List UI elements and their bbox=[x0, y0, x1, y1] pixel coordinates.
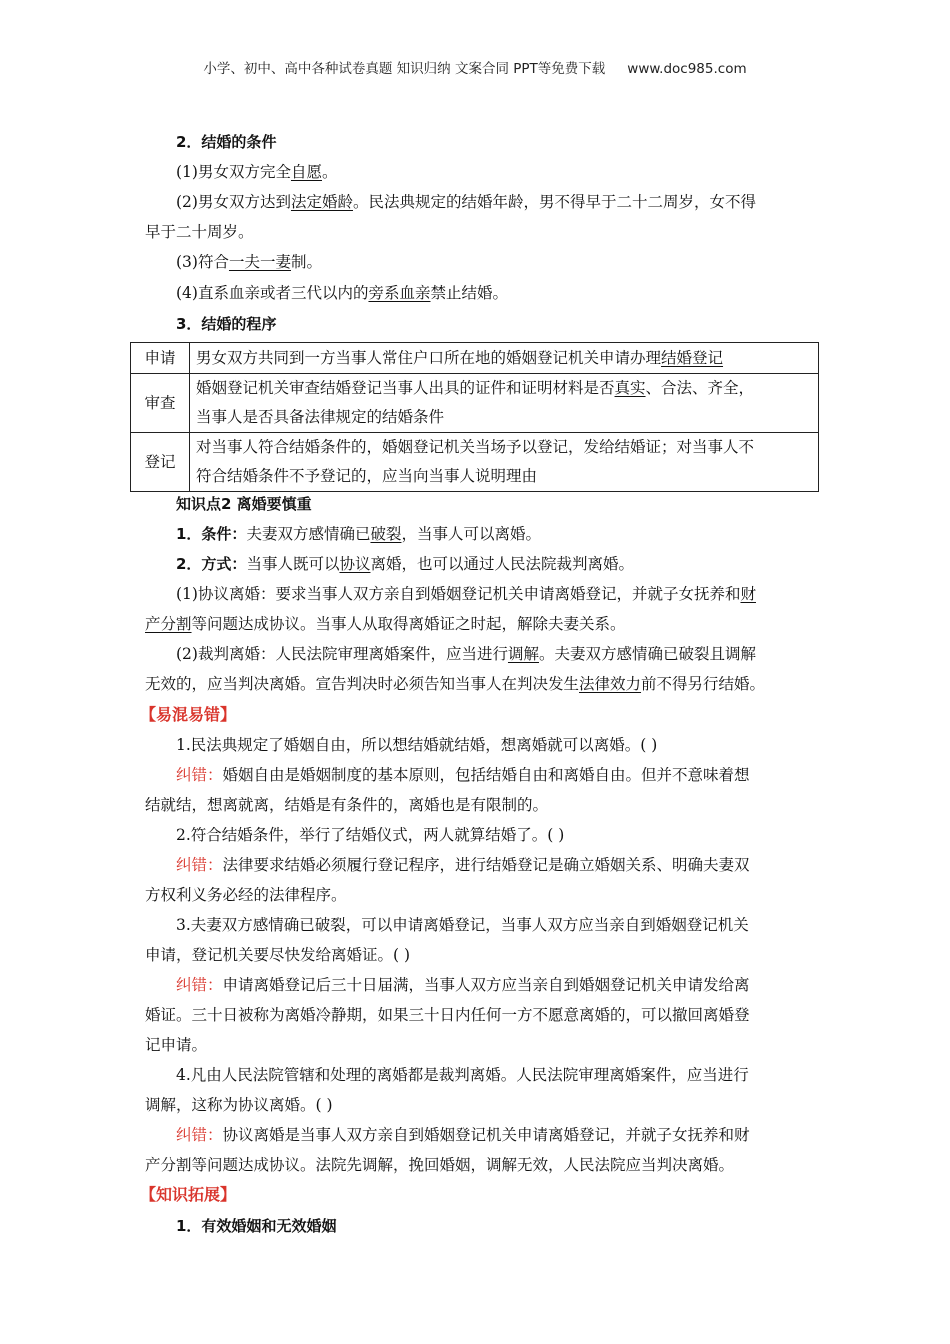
answer-3: 纠错：申请离婚登记后三十日届满，当事人双方应当亲自到婚姻登记机关申请发给离 bbox=[176, 976, 750, 994]
kp2-title: 知识点2 离婚要慎重 bbox=[176, 495, 312, 513]
question-4-cont: 调解，这称为协议离婚。( ) bbox=[145, 1096, 333, 1114]
answer-4: 纠错：协议离婚是当事人双方亲自到婚姻登记机关申请离婚登记，并就子女抚养和财 bbox=[176, 1126, 750, 1144]
section-title-marriage-procedure: 3．结婚的程序 bbox=[176, 315, 277, 333]
condition-2-cont: 早于二十周岁。 bbox=[145, 223, 254, 241]
answer-2: 纠错：法律要求结婚必须履行登记程序，进行结婚登记是确立婚姻关系、明确夫妻双 bbox=[176, 856, 750, 874]
question-3: 3.夫妻双方感情确已破裂，可以申请离婚登记，当事人双方应当亲自到婚姻登记机关 bbox=[176, 916, 749, 934]
question-4: 4.凡由人民法院管辖和处理的离婚都是裁判离婚。人民法院审理离婚案件，应当进行 bbox=[176, 1066, 749, 1084]
question-2: 2.符合结婚条件，举行了结婚仪式，两人就算结婚了。( ) bbox=[176, 826, 565, 844]
header-site[interactable]: www.doc985.com bbox=[627, 61, 747, 77]
confuse-heading: 【易混易错】 bbox=[140, 705, 237, 724]
judicial-divorce-cont: 无效的，应当判决离婚。宣告判决时必须告知当事人在判决发生法律效力前不得另行结婚。 bbox=[145, 675, 766, 693]
condition-1: (1)男女双方完全自愿。 bbox=[176, 163, 338, 181]
row-content: 男女双方共同到一方当事人常住户口所在地的婚姻登记机关申请办理结婚登记 bbox=[190, 343, 819, 374]
answer-4-cont: 产分割等问题达成协议。法院先调解，挽回婚姻，调解无效，人民法院应当判决离婚。 bbox=[145, 1156, 735, 1174]
expand-heading: 【知识拓展】 bbox=[140, 1185, 237, 1204]
table-row bbox=[131, 433, 819, 492]
answer-3-cont: 婚证。三十日被称为离婚冷静期，如果三十日内任何一方不愿意离婚的，可以撤回离婚登 bbox=[145, 1006, 750, 1024]
table-row bbox=[131, 374, 819, 433]
row-label: 申请 bbox=[131, 343, 190, 374]
condition-3: (3)符合一夫一妻制。 bbox=[176, 253, 322, 271]
row-content: 对当事人符合结婚条件的，婚姻登记机关当场予以登记，发给结婚证；对当事人不 符合结婚条件不予登记的，应当向当事人说明理由 bbox=[190, 433, 819, 492]
row-label: 审查 bbox=[131, 374, 190, 433]
question-1: 1.民法典规定了婚姻自由，所以想结婚就结婚，想离婚就可以离婚。( ) bbox=[176, 736, 658, 754]
agreement-divorce: (1)协议离婚：要求当事人双方亲自到婚姻登记机关申请离婚登记，并就子女抚养和财 bbox=[176, 585, 756, 603]
agreement-divorce-cont: 产分割等问题达成协议。当事人从取得离婚证之时起，解除夫妻关系。 bbox=[145, 615, 626, 633]
row-label: 登记 bbox=[131, 433, 190, 492]
table-row bbox=[131, 343, 819, 374]
question-3-cont: 申请，登记机关要尽快发给离婚证。( ) bbox=[145, 946, 411, 964]
answer-1-cont: 结就结，想离就离，结婚是有条件的，离婚也是有限制的。 bbox=[145, 796, 549, 814]
judicial-divorce: (2)裁判离婚：人民法院审理离婚案件，应当进行调解。夫妻双方感情确已破裂且调解 bbox=[176, 645, 756, 663]
marriage-procedure-table bbox=[130, 342, 819, 492]
expand-title: 1．有效婚姻和无效婚姻 bbox=[176, 1217, 337, 1235]
divorce-way: 2．方式：当事人既可以协议离婚，也可以通过人民法院裁判离婚。 bbox=[176, 555, 634, 573]
header-text: 小学、初中、高中各种试卷真题 知识归纳 文案合同 PPT等免费下载 bbox=[203, 61, 606, 77]
answer-2-cont: 方权利义务必经的法律程序。 bbox=[145, 886, 347, 904]
condition-2: (2)男女双方达到法定婚龄。民法典规定的结婚年龄，男不得早于二十二周岁，女不得 bbox=[176, 193, 756, 211]
row-content: 婚姻登记机关审查结婚登记当事人出具的证件和证明材料是否真实、合法、齐全， 当事人是否具备法律规定的结婚条件 bbox=[190, 374, 819, 433]
answer-3-cont2: 记申请。 bbox=[145, 1036, 208, 1054]
answer-1: 纠错：婚姻自由是婚姻制度的基本原则，包括结婚自由和离婚自由。但并不意味着想 bbox=[176, 766, 750, 784]
condition-4: (4)直系血亲或者三代以内的旁系血亲禁止结婚。 bbox=[176, 284, 508, 302]
section-title-marriage-conditions: 2．结婚的条件 bbox=[176, 133, 277, 151]
page-header bbox=[0, 57, 950, 77]
divorce-condition: 1．条件：夫妻双方感情确已破裂，当事人可以离婚。 bbox=[176, 525, 541, 543]
